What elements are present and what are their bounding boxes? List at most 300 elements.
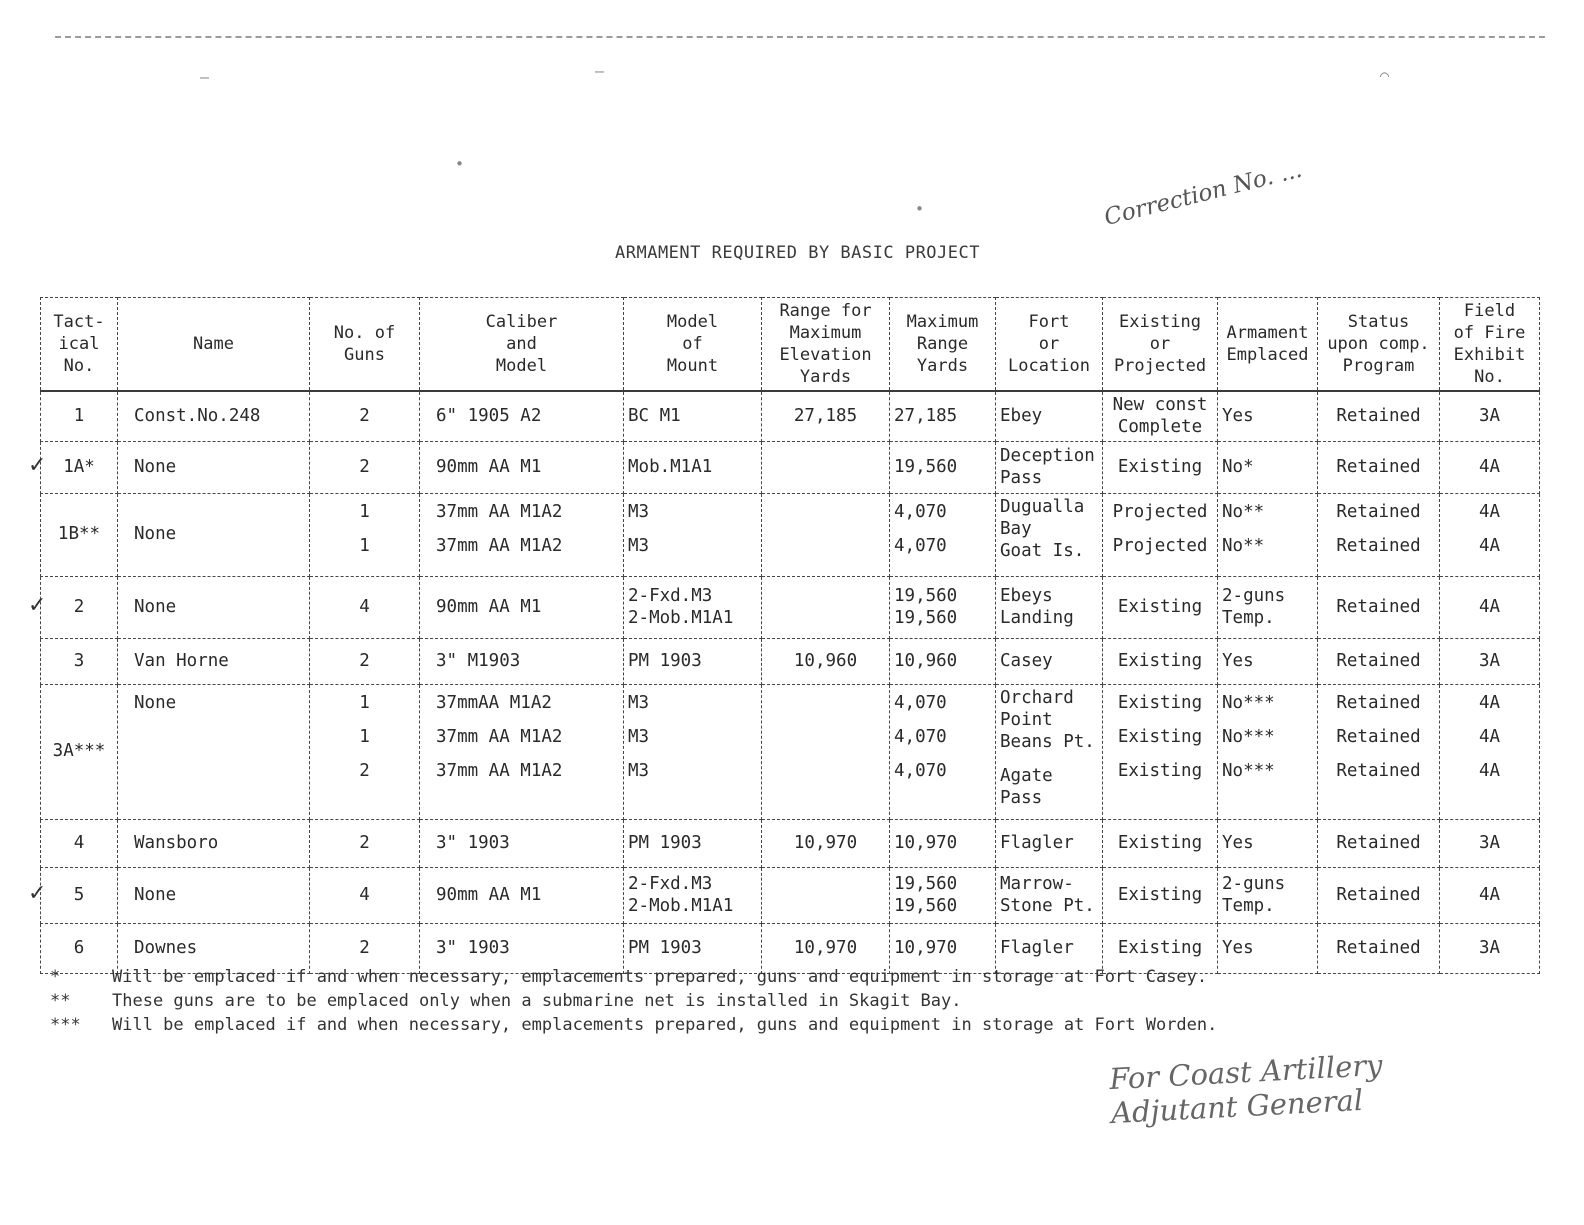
cell-line: Retained [1336,405,1421,426]
cell-line: 10,960 [894,650,958,671]
cell-line: M3 [628,501,650,522]
header-line: Status [1347,312,1410,332]
cell-line: No*** [1222,760,1275,781]
header-line: Projected [1113,356,1207,376]
document-title: ARMAMENT REQUIRED BY BASIC PROJECT [615,243,980,263]
sub-row-value [1444,591,1535,624]
sub-row-value [436,645,619,678]
cell-line: M3 [628,726,650,747]
cell-line [766,879,885,912]
cell-status [1318,391,1440,441]
cell-line: 37mm AA M1A2 [436,726,563,747]
sub-row-value [1444,535,1535,569]
cell-max-range [890,493,996,576]
cell-line: Deception [1000,446,1095,466]
cell-line: 2 [359,937,370,958]
sub-row-value [766,692,885,726]
cell-line: 27,185 [894,405,958,426]
sub-row-value [894,760,991,812]
sub-row-value [628,827,757,860]
cell-line: Yes [1222,405,1254,426]
sub-row-value [1444,451,1535,484]
cell-line: 4 [359,884,370,905]
cell-tactical-no: 3A*** [41,684,118,819]
sub-row-value [1107,879,1213,912]
sub-row-value [628,760,757,812]
header-line: of [682,334,703,354]
cell-line: Agate [1000,765,1053,786]
cell-line: 10,970 [793,937,858,958]
cell-status [1318,923,1440,973]
cell-line: No*** [1222,726,1275,747]
cell-line [766,726,885,748]
sub-row-value [766,827,885,860]
cell-line: 1 [359,501,370,522]
cell-armament-emplaced [1218,493,1318,576]
scan-speck: ‒ [595,62,605,80]
cell-line: Retained [1336,456,1421,477]
cell-line: Retained [1336,832,1421,853]
cell-line: 3" 1903 [436,832,510,853]
sub-row-value [436,726,619,760]
sub-row-value [766,760,885,812]
cell-fort-location [996,638,1103,684]
sub-row-value [436,879,619,912]
sub-row-value [1222,501,1313,535]
sub-row-value [1000,827,1098,860]
sub-row-value [314,535,415,569]
cell-line: 4,070 [894,726,947,747]
sub-row-value [1107,726,1213,760]
header-line: Program [1342,356,1415,376]
cell-line: Orchard [1000,687,1074,708]
cell-armament-emplaced [1218,923,1318,973]
cell-line: No*** [1222,692,1275,713]
footnote-mark: *** [50,1015,81,1035]
signature-line-1: For Coast Artillery [1108,1047,1384,1097]
cell-name: Const.No.248 [118,391,310,441]
header-name [118,298,310,392]
cell-fort-location [996,684,1103,819]
header-max-range [890,298,996,392]
cell-line: Bay [1000,518,1032,539]
table-body [41,391,1540,973]
cell-caliber [420,684,624,819]
cell-line: Retained [1336,937,1421,958]
cell-name: Wansboro [118,819,310,867]
cell-line [766,451,885,484]
cell-line: Temp. [1222,896,1275,916]
sub-row-value [436,400,619,433]
cell-line: Landing [1000,608,1074,628]
cell-line: 4A [1478,535,1501,556]
sub-row-value [894,645,991,678]
footnote-text: Will be emplaced if and when necessary, emplacements prepared, guns and equipment in storage at Fort Worden. [112,1015,1218,1035]
sub-row-value [894,535,991,569]
cell-line: Existing [1117,692,1203,713]
cell-line: PM 1903 [628,832,702,853]
sub-row-value [1322,591,1435,624]
cell-line: Ebeys [1000,586,1053,606]
cell-line: 2-Mob.M1A1 [628,896,734,916]
cell-max-range [890,391,996,441]
cell-line: PM 1903 [628,650,702,671]
cell-armament-emplaced [1218,441,1318,493]
header-line: Existing [1119,312,1201,332]
cell-tactical-no: 2 [41,576,118,638]
cell-name: None [118,867,310,923]
header-line: Guns [344,345,385,365]
cell-no-of-guns [310,493,420,576]
scan-speck: • [455,155,465,173]
header-line: or [1038,334,1060,354]
header-line: ical [58,334,100,354]
cell-max-range [890,638,996,684]
cell-range-max-elevation [762,684,890,819]
footnote-text: These guns are to be emplaced only when a submarine net is installed in Skagit Bay. [112,991,962,1011]
cell-line: M3 [628,692,650,713]
sub-row-value [1222,760,1313,812]
cell-line: 90mm AA M1 [436,456,542,477]
cell-name: Van Horne [118,638,310,684]
header-line: No. [1474,367,1505,387]
cell-name: None [118,493,310,576]
header-line: Name [193,334,234,354]
sub-row-value [766,501,885,535]
cell-no-of-guns [310,819,420,867]
footnote-mark: ** [50,991,71,1011]
sub-row-value [894,827,991,860]
sub-row-value [628,932,757,965]
cell-field-of-fire [1440,923,1540,973]
sub-row-value [628,451,757,484]
handwritten-annotation: Correction No. ... [1101,156,1305,231]
cell-field-of-fire [1440,576,1540,638]
cell-line: 3A [1478,937,1501,958]
cell-range-max-elevation [762,638,890,684]
sub-row-value [628,585,757,629]
sub-row-value [1000,496,1098,540]
cell-line: Retained [1336,692,1421,713]
sub-row-value [1322,692,1435,726]
cell-no-of-guns [310,576,420,638]
sub-row-value [1222,451,1313,484]
cell-line: 90mm AA M1 [436,596,542,617]
sub-row-value [1000,540,1098,574]
cell-tactical-no: 1 [41,391,118,441]
cell-max-range [890,684,996,819]
cell-mount [624,638,762,684]
sub-row-value [894,692,991,726]
cell-status [1318,441,1440,493]
sub-row-value [1444,400,1535,433]
cell-max-range [890,867,996,923]
sub-row-value [1000,445,1098,489]
sub-row-value [1444,760,1535,812]
sub-row-value [314,400,415,433]
header-status [1318,298,1440,392]
cell-line: New const [1112,395,1208,416]
header-line: Range for [779,301,872,321]
cell-tactical-no: 3 [41,638,118,684]
cell-no-of-guns [310,391,420,441]
cell-existing-projected [1103,684,1218,819]
footnote [50,989,1217,1013]
cell-name: Downes [118,923,310,973]
cell-name: None [118,576,310,638]
cell-line: Yes [1222,650,1254,671]
cell-line: Retained [1336,726,1421,747]
table-row [41,493,1540,576]
cell-mount [624,819,762,867]
sub-row-value [628,645,757,678]
sub-row-value [314,932,415,965]
cell-line: Ebey [1000,405,1043,426]
footnotes [50,965,1217,1037]
cell-line: 3A [1478,650,1501,671]
cell-line: 4A [1478,726,1501,747]
cell-line: M3 [628,535,650,556]
cell-line: Retained [1336,650,1421,671]
cell-line: Marrow- [1000,874,1074,894]
header-caliber [420,298,624,392]
header-line: Model [495,356,548,376]
cell-mount [624,867,762,923]
sub-row-value [436,692,619,726]
signature-line-2: Adjutant General [1110,1082,1364,1131]
sub-row-value [894,726,991,760]
cell-line: 10,970 [793,832,858,853]
sub-row-value [314,726,415,760]
sub-row-value [1107,645,1213,678]
sub-row-value [1322,879,1435,912]
sub-row-value [436,591,619,624]
cell-line: 10,970 [894,832,958,853]
handwritten-signature [1108,1048,1385,1130]
cell-line: 2-guns [1222,586,1286,606]
sub-row-value [766,535,885,569]
cell-name: None [118,684,310,819]
sub-row-value [1444,692,1535,726]
cell-line: Existing [1117,832,1203,853]
cell-line: Beans Pt. [1000,731,1095,752]
sub-row-value [1107,760,1213,812]
cell-line: 19,560 [894,896,958,916]
cell-line: Existing [1117,596,1203,617]
cell-status [1318,867,1440,923]
header-line: Armament [1226,323,1309,343]
cell-line: Point [1000,709,1053,730]
cell-fort-location [996,493,1103,576]
sub-row-value [1222,873,1313,917]
cell-line: 2-guns [1222,874,1286,894]
sub-row-value [1222,726,1313,760]
check-mark: ✓ [28,881,47,906]
header-mount [624,298,762,392]
header-fort-location [996,298,1103,392]
cell-status [1318,576,1440,638]
cell-armament-emplaced [1218,867,1318,923]
cell-line: Existing [1117,884,1203,905]
header-line: or [1149,334,1171,354]
cell-field-of-fire [1440,684,1540,819]
cell-line [766,535,885,557]
cell-mount [624,684,762,819]
sub-row-value [436,535,619,569]
sub-row-value [1444,879,1535,912]
cell-caliber [420,867,624,923]
cell-existing-projected [1103,867,1218,923]
footnote-mark: * [50,967,61,987]
cell-line: Temp. [1222,608,1275,628]
sub-row-value [1000,765,1098,817]
cell-line: Complete [1117,417,1203,438]
cell-line: 19,560 [894,586,958,606]
sub-row-value [1000,585,1098,629]
sub-row-value [1000,932,1098,965]
cell-caliber [420,493,624,576]
cell-no-of-guns [310,867,420,923]
cell-line: M3 [628,760,650,781]
sub-row-value [314,591,415,624]
sub-row-value [314,879,415,912]
sub-row-value [766,879,885,912]
sub-row-value [766,932,885,965]
sub-row-value [1322,760,1435,812]
footnote [50,1013,1217,1037]
cell-name: None [118,441,310,493]
cell-line: Existing [1117,456,1203,477]
scan-top-border [55,36,1545,38]
cell-armament-emplaced [1218,391,1318,441]
header-line: No. [63,356,95,376]
header-line: Field [1463,301,1516,321]
sub-row-value [1222,692,1313,726]
sub-row-value [766,726,885,760]
header-line: Elevation [779,345,872,365]
cell-max-range [890,819,996,867]
cell-line: 19,560 [894,456,958,477]
sub-row-value [1444,501,1535,535]
table-row [41,819,1540,867]
cell-line: Pass [1000,787,1043,808]
cell-status [1318,493,1440,576]
cell-line: Retained [1336,596,1421,617]
cell-status [1318,684,1440,819]
cell-line: 27,185 [793,405,858,426]
cell-armament-emplaced [1218,819,1318,867]
header-line: Mount [666,356,719,376]
cell-fort-location [996,391,1103,441]
sub-row-value [1107,394,1213,438]
sub-row-value [1107,535,1213,569]
cell-caliber [420,441,624,493]
cell-existing-projected [1103,391,1218,441]
cell-max-range [890,441,996,493]
cell-line: 4A [1478,692,1501,713]
cell-line: 2 [359,760,370,781]
sub-row-value [1000,731,1098,765]
cell-field-of-fire [1440,638,1540,684]
cell-line: Retained [1336,760,1421,781]
cell-line: 2-Mob.M1A1 [628,608,734,628]
cell-mount [624,493,762,576]
sub-row-value [766,400,885,433]
cell-status [1318,819,1440,867]
header-field-of-fire [1440,298,1540,392]
header-line: Tact- [53,312,105,332]
cell-line: 4A [1478,760,1501,781]
cell-line: Flagler [1000,832,1074,853]
cell-caliber [420,576,624,638]
cell-line: 4,070 [894,535,947,556]
table-row [41,684,1540,819]
header-existing-projected [1103,298,1218,392]
cell-line: Projected [1112,535,1208,556]
sub-row-value [1107,501,1213,535]
cell-line: Existing [1117,937,1203,958]
sub-row-value [1107,827,1213,860]
cell-line: 2 [359,650,370,671]
header-line: Maximum [789,323,862,343]
cell-line: 37mm AA M1A2 [436,501,563,522]
sub-row-value [1322,726,1435,760]
cell-line: 3A [1478,832,1501,853]
cell-caliber [420,638,624,684]
sub-row-value [1222,535,1313,569]
cell-line: Retained [1336,884,1421,905]
cell-line: Dugualla [1000,496,1085,517]
sub-row-value [1222,585,1313,629]
cell-line: Existing [1117,726,1203,747]
cell-line: 1 [359,726,370,747]
sub-row-value [436,827,619,860]
sub-row-value [1107,932,1213,965]
cell-line: 2 [359,456,370,477]
sub-row-value [314,451,415,484]
sub-row-value [894,585,991,629]
cell-line: Flagler [1000,937,1074,958]
cell-tactical-no: 4 [41,819,118,867]
cell-line: Goat Is. [1000,540,1085,561]
cell-line: 4A [1478,501,1501,522]
cell-line: 37mmAA M1A2 [436,692,552,713]
cell-line: 4A [1478,456,1501,477]
sub-row-value [314,827,415,860]
header-line: Location [1008,356,1090,376]
scan-speck: ⌒ [1380,66,1390,84]
cell-line: 4,070 [894,760,947,781]
cell-line: Yes [1222,832,1254,853]
cell-line: 3A [1478,405,1501,426]
header-line: Emplaced [1226,345,1309,365]
header-line: Exhibit [1453,345,1526,365]
sub-row-value [1222,400,1313,433]
cell-line: 19,560 [894,608,958,628]
sub-row-value [628,692,757,726]
header-line: and [506,334,537,354]
cell-line: 4,070 [894,501,947,522]
cell-line: 2 [359,405,370,426]
sub-row-value [436,760,619,812]
cell-line: 2-Fxd.M3 [628,586,713,606]
header-line: Fort [1028,312,1070,332]
cell-line: Mob.M1A1 [628,456,713,477]
cell-line: Retained [1336,501,1421,522]
sub-row-value [1107,692,1213,726]
sub-row-value [1444,645,1535,678]
footnote [50,965,1217,989]
